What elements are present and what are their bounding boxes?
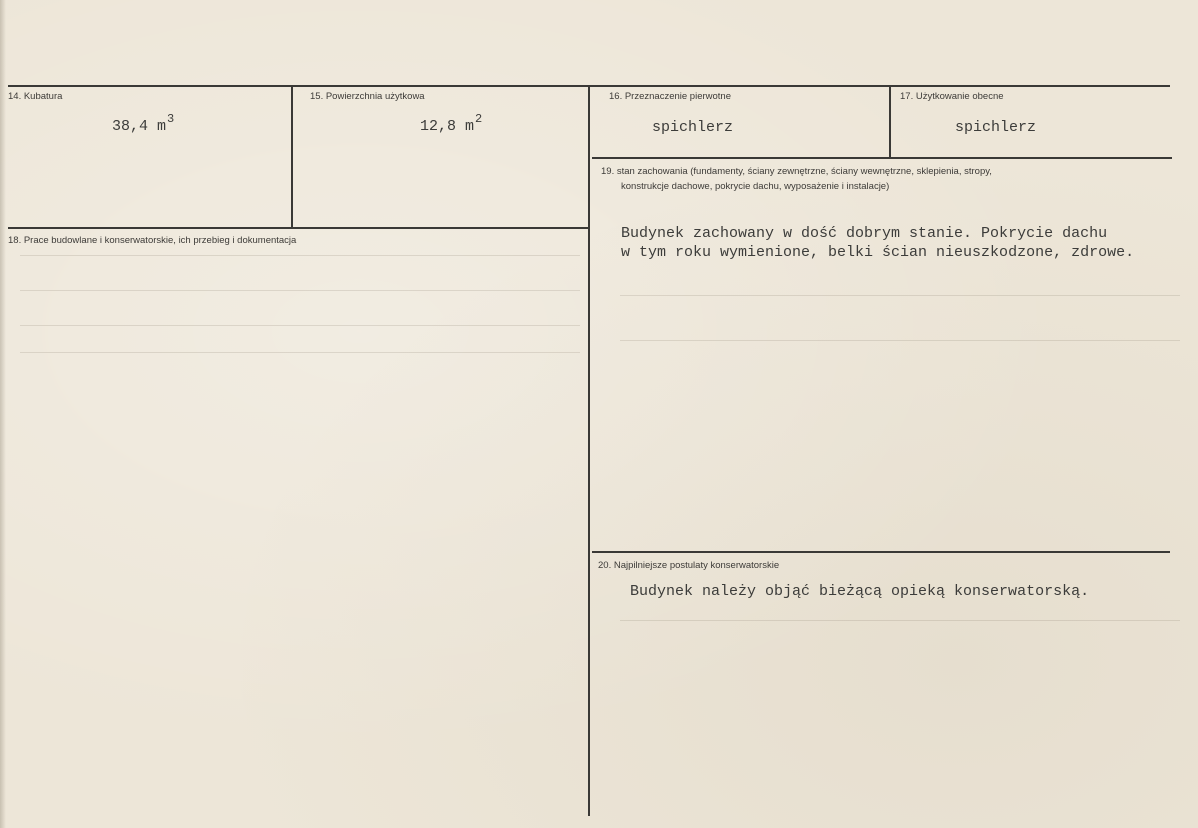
show-through-line — [620, 620, 1180, 621]
divider-14-15 — [291, 86, 293, 228]
field-15-value — [420, 112, 483, 137]
divider-16-17 — [889, 86, 891, 158]
field-17-label: 17. Użytkowanie obecne — [900, 91, 1004, 102]
field-19-label-line2: konstrukcje dachowe, pokrycie dachu, wyposażenie i instalacje) — [621, 181, 890, 192]
show-through-line — [620, 295, 1180, 296]
show-through-line — [20, 290, 580, 291]
field-19-label-line1: 19. stan zachowania (fundamenty, ściany zewnętrzne, ściany wewnętrzne, sklepienia, stropy, — [601, 166, 992, 177]
field-14-value — [112, 112, 175, 137]
field-16-label: 16. Przeznaczenie pierwotne — [609, 91, 731, 102]
paper-edge-shadow — [0, 0, 6, 828]
show-through-line — [20, 325, 580, 326]
field-14-label: 14. Kubatura — [8, 91, 63, 102]
field-19-value-line2: w tym roku wymienione, belki ścian nieuszkodzone, zdrowe. — [621, 244, 1135, 261]
rule-above-20 — [592, 551, 1170, 553]
field-15-superscript: 2 — [475, 112, 483, 126]
main-column-divider — [588, 86, 590, 816]
field-15-label: 15. Powierzchnia użytkowa — [310, 91, 425, 102]
show-through-line — [620, 340, 1180, 341]
field-20-value: Budynek należy objąć bieżącą opieką konserwatorską. — [630, 583, 1090, 600]
field-15-number: 12,8 m — [420, 118, 475, 135]
rule-below-16-17 — [592, 157, 1172, 159]
field-17-value: spichlerz — [955, 119, 1037, 136]
field-14-superscript: 3 — [167, 112, 175, 126]
field-14-number: 38,4 m — [112, 118, 167, 135]
show-through-line — [20, 255, 580, 256]
field-20-label: 20. Najpilniejsze postulaty konserwatorskie — [598, 560, 780, 571]
field-16-value: spichlerz — [652, 119, 734, 136]
show-through-line — [20, 352, 580, 353]
field-19-value-line1: Budynek zachowany w dość dobrym stanie. Pokrycie dachu — [621, 225, 1108, 242]
rule-below-14-15 — [8, 227, 590, 229]
field-18-label: 18. Prace budowlane i konserwatorskie, ich przebieg i dokumentacja — [8, 235, 297, 246]
